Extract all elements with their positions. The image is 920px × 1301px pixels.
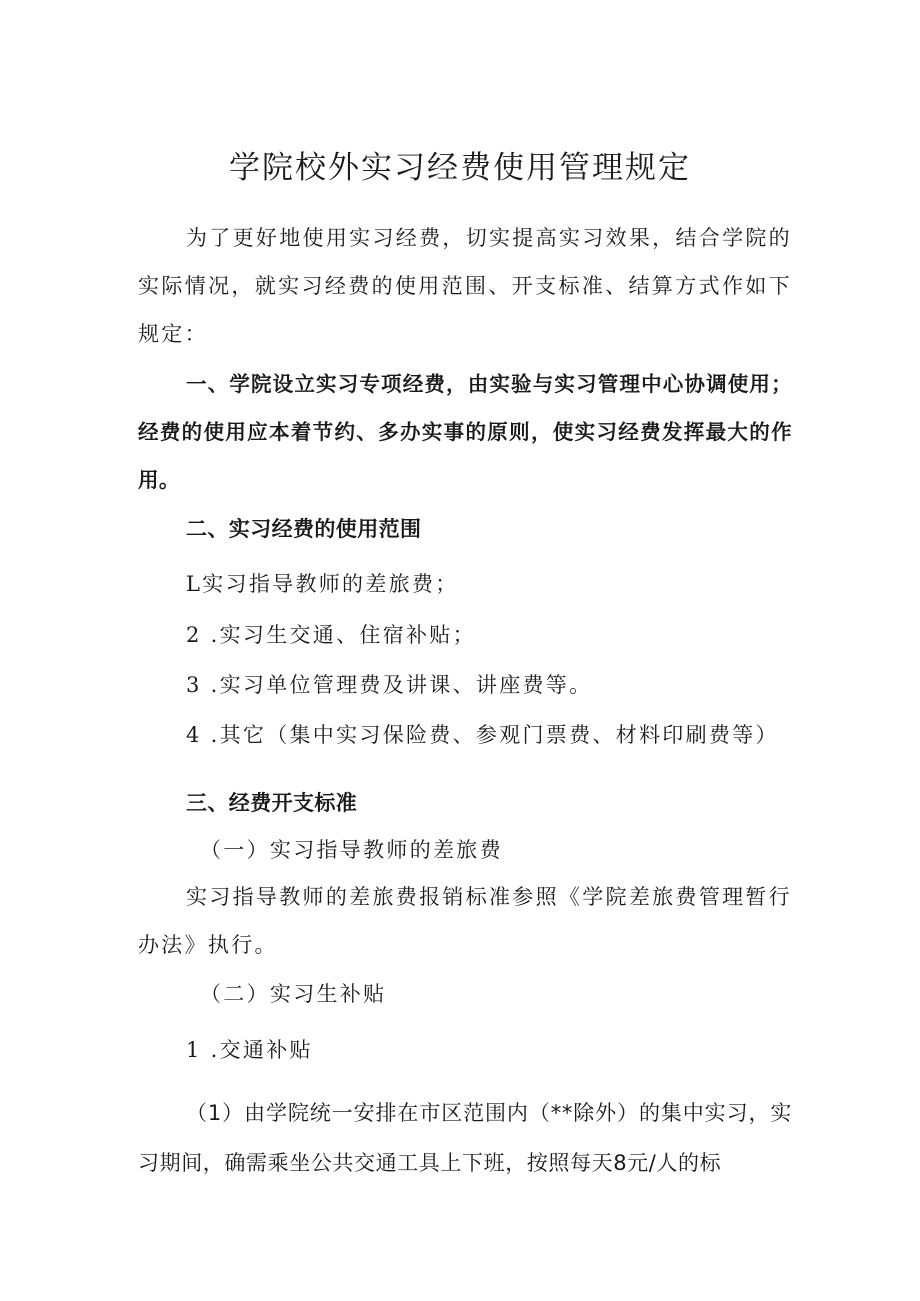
transport-subsidy-paragraph: （1）由学院统一安排在市区范围内（**除外）的集中实习，实习期间，确需乘坐公共交通工具上下班，按照每天8元/人的标 [138, 1101, 792, 1175]
intro-paragraph: 为了更好地使用实习经费，切实提高实习效果，结合学院的实际情况，就实习经费的使用范围、开支标准、结算方式作如下规定： [138, 226, 792, 346]
subsection-1-heading: （一）实习指导教师的差旅费 [200, 838, 503, 862]
scope-item-1: L实习指导教师的差旅费； [186, 572, 459, 596]
document-title: 学院校外实习经费使用管理规定 [229, 150, 691, 186]
subsection-1-paragraph: 实习指导教师的差旅费报销标准参照《学院差旅费管理暂行办法》执行。 [138, 885, 792, 957]
subsection-2-heading: （二）实习生补贴 [200, 982, 387, 1006]
scope-item-3: 3 .实习单位管理费及讲课、讲座费等。 [186, 673, 593, 697]
transport-subsidy-item: 1 .交通补贴 [186, 1038, 313, 1062]
scope-item-4: 4 .其它（集中实习保险费、参观门票费、材料印刷费等） [186, 723, 779, 747]
section-3-heading: 三、经费开支标准 [186, 791, 358, 815]
scope-item-2: 2 .实习生交通、住宿补贴； [186, 623, 476, 647]
section-2-heading: 二、实习经费的使用范围 [186, 517, 422, 541]
section-1-paragraph: 一、学院设立实习专项经费，由实验与实习管理中心协调使用；经费的使用应本着节约、多办实事的原则，使实习经费发挥最大的作用。 [138, 372, 792, 492]
